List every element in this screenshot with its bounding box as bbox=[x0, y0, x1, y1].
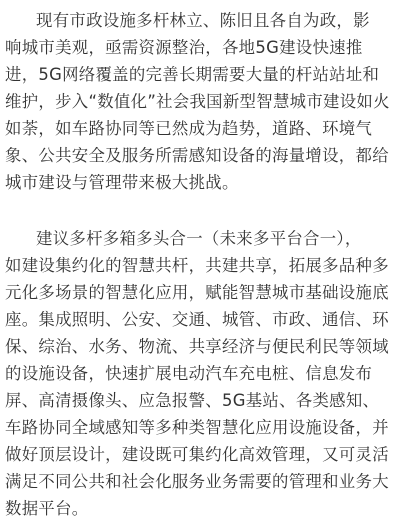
paragraph-municipal-facilities bbox=[5, 7, 397, 196]
paragraph-line: 响城市美观，亟需资源整治，各地5G建设快速推 bbox=[5, 38, 363, 57]
paragraph-line: 维护，步入“数值化”社会我国新型智慧城市建设如火 bbox=[5, 92, 390, 111]
paragraph-line: 城市建设与管理带来极大挑战。 bbox=[5, 173, 239, 192]
paragraph-line: 元化多场景的智慧化应用，赋能智慧城市基础设施底 bbox=[5, 283, 389, 302]
paragraph-line: 如建设集约化的智慧共杆，共建共享，拓展多品种多 bbox=[5, 256, 389, 275]
paragraph-line: 如荼，如车路协同等已然成为趋势，道路、环境气 bbox=[5, 119, 373, 138]
paragraph-line: 建议多杆多箱多头合一（未来多平台合一）， bbox=[36, 229, 362, 248]
paragraph-line: 满足不同公共和社会化服务业务需要的管理和业务大 bbox=[5, 472, 389, 491]
paragraph-line: 座。集成照明、公安、交通、城管、市政、通信、环 bbox=[5, 310, 389, 329]
paragraph-line: 进，5G网络覆盖的完善长期需要大量的杆站站址和 bbox=[5, 65, 380, 84]
paragraph-line: 象、公共安全及服务所需感知设备的海量增设，都给 bbox=[5, 146, 389, 165]
paragraph-line: 现有市政设施多杆林立、陈旧且各自为政，影 bbox=[36, 11, 370, 30]
paragraph-line: 做好顶层设计，建设既可集约化高效管理，又可灵活 bbox=[5, 445, 389, 464]
paragraph-line: 保、综治、水务、物流、共享经济与便民利民等领域 bbox=[5, 337, 389, 356]
paragraph-smart-pole-proposal bbox=[5, 225, 397, 522]
paragraph-spacer bbox=[0, 196, 400, 225]
paragraph-line: 的设施设备，快速扩展电动汽车充电桩、信息发布 bbox=[5, 364, 373, 383]
paragraph-line: 屏、高清摄像头、应急报警、5G基站、各类感知、 bbox=[5, 391, 380, 410]
paragraph-line: 车路协同全域感知等多种类智慧化应用设施设备，并 bbox=[5, 418, 389, 437]
paragraph-line: 数据平台。 bbox=[5, 499, 89, 518]
